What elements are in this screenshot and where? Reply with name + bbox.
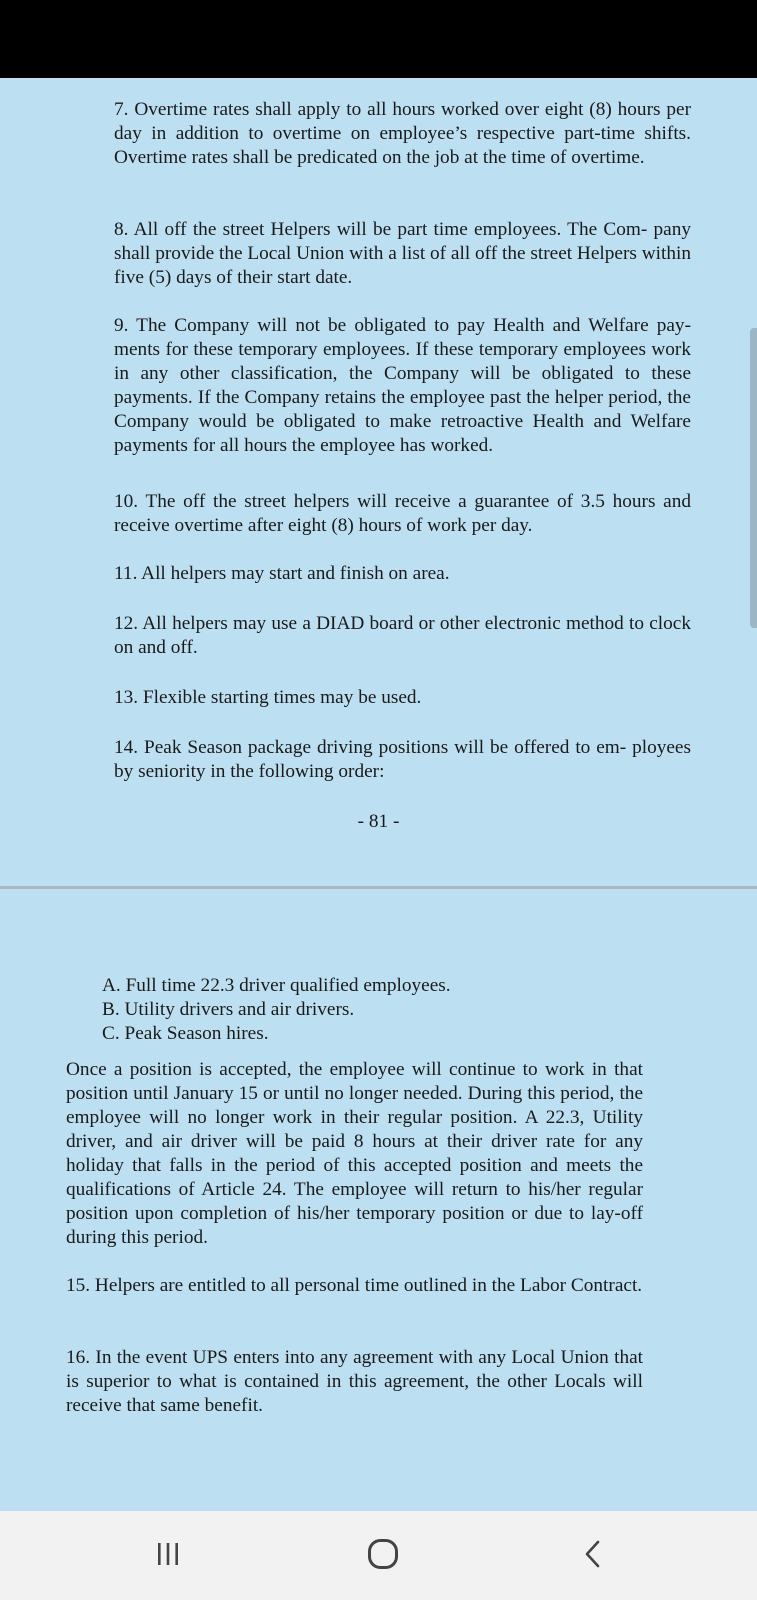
- paragraph-8: 8. All off the street Helpers will be part time employees. The Com- pany shall provide the Local Union with a list of all off the street Helpers within five (5) days of their start date.: [114, 219, 691, 288]
- paragraph-7: 7. Overtime rates shall apply to all hours worked over eight (8) hours per day in addition to overtime on employee’s respective part-time shifts. Overtime rates shall be predicated on the job at the time of overtime.: [114, 99, 691, 168]
- page-number: - 81 -: [357, 811, 400, 832]
- paragraph-14: 14. Peak Season package driving positions will be offered to em- ployees by seniority in the following order:: [114, 737, 691, 782]
- paragraph-16: 16. In the event UPS enters into any agreement with any Local Union that is superior to what is contained in this agreement, the other Locals will receive that same benefit.: [66, 1347, 643, 1416]
- back-button[interactable]: [564, 1531, 624, 1581]
- list-item: A. Full time 22.3 driver qualified employees.: [102, 975, 451, 996]
- status-bar: [0, 0, 757, 78]
- seniority-order-list: [102, 974, 451, 1046]
- paragraph-9: 9. The Company will not be obligated to pay Health and Welfare pay- ments for these temporary employees. If these temporary employees work in any other classification, the Company will be obligated to these payments. If the Company retains the employee past the helper period, the Company would be obligated to make retroactive Health and Welfare payments for all hours the employee has worked.: [114, 315, 691, 456]
- back-icon: [579, 1539, 609, 1574]
- paragraph-10: 10. The off the street helpers will receive a guarantee of 3.5 hours and receive overtime after eight (8) hours of work per day.: [114, 491, 691, 536]
- paragraph-15: 15. Helpers are entitled to all personal time outlined in the Labor Contract.: [66, 1275, 643, 1296]
- paragraph-position-accepted: Once a position is accepted, the employee will continue to work in that position until January 15 or until no longer needed. During this period, the employee will no longer work in their regular position. A 22.3, Utility driver, and air driver will be paid 8 hours at their driver rate for any holiday that falls in the period of this accepted position and meets the qualifications of Article 24. The employee will return to his/her regular position upon completion of his/her temporary position or due to lay-off during this period.: [66, 1059, 643, 1248]
- document-page-82: [0, 889, 757, 1511]
- list-item: B. Utility drivers and air drivers.: [102, 999, 355, 1020]
- home-button[interactable]: [353, 1531, 413, 1581]
- recents-icon: [153, 1539, 183, 1574]
- paragraph-11: 11. All helpers may start and finish on area.: [114, 563, 450, 584]
- paragraph-12: 12. All helpers may use a DIAD board or other electronic method to clock on and off.: [114, 613, 691, 658]
- list-item: C. Peak Season hires.: [102, 1023, 269, 1044]
- home-icon: [365, 1536, 401, 1577]
- document-page-81: [0, 78, 757, 886]
- paragraph-13: 13. Flexible starting times may be used.: [114, 687, 422, 708]
- scrollbar-handle[interactable]: [750, 328, 757, 628]
- navigation-bar: [0, 1511, 757, 1600]
- recents-button[interactable]: [138, 1531, 198, 1581]
